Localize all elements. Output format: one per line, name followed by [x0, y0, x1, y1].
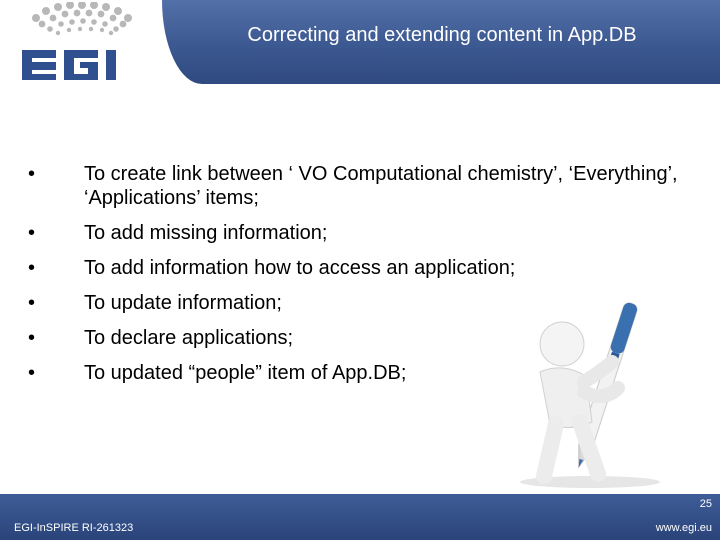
bullet-dot: • [28, 163, 36, 185]
page-number: 25 [699, 498, 712, 510]
person-with-pen-illustration [500, 292, 705, 492]
slide-title: Correcting and extending content in App.DB [247, 24, 637, 46]
bullet-dot: • [28, 222, 36, 244]
project-id: EGI-InSPIRE RI-261323 [14, 522, 134, 534]
footer-url: www.egi.eu [655, 522, 712, 534]
logo-dot-arc [32, 2, 132, 35]
bullet-item [28, 221, 688, 245]
bullet-text: To add information how to access an application; [84, 257, 516, 279]
slide-footer [0, 494, 720, 540]
egi-logo [8, 2, 158, 80]
bullet-dot: • [28, 257, 36, 279]
bullet-text: To update information; [84, 292, 282, 314]
bullet-item [28, 256, 688, 280]
bullet-text: To updated “people” item of App.DB; [84, 362, 407, 384]
bullet-dot: • [28, 327, 36, 349]
bullet-dot: • [28, 362, 36, 384]
bullet-text: To add missing information; [84, 222, 328, 244]
bullet-item [28, 162, 688, 210]
logo-letters [22, 50, 116, 80]
slide-header [0, 0, 720, 84]
bullet-text: To create link between ‘ VO Computational chemistry’, ‘Everything’, ‘Applications’ items; [84, 163, 678, 209]
bullet-text: To declare applications; [84, 327, 294, 349]
bullet-dot: • [28, 292, 36, 314]
